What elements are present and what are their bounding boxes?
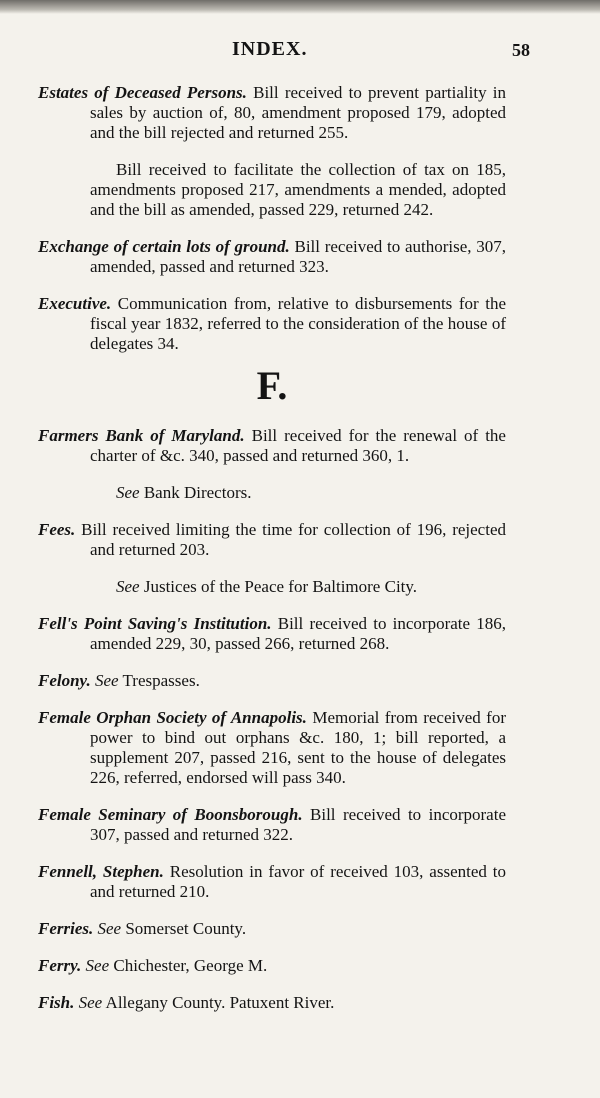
index-entry-fees xyxy=(38,520,506,560)
entry-text: Bill received to prevent partiality in sales by auction of, 80, amendment proposed 179, adopted and the bill rejected and returned 255. xyxy=(90,83,506,142)
entry-text: Bill received to incorporate 307, passed and returned 322. xyxy=(90,805,506,844)
see-also-justices xyxy=(38,577,506,597)
index-entry-female-seminary xyxy=(38,805,506,845)
entry-text: Trespasses. xyxy=(118,671,200,690)
index-entry-fish xyxy=(38,993,506,1013)
see-label: See xyxy=(78,993,103,1012)
index-entry-estates-continuation: Bill received to facilitate the collection of tax on 185, amendments proposed 217, amendments a mended, adopted and the bill as amended, passed 229, returned 242. xyxy=(90,160,506,219)
entry-term: Fish. xyxy=(38,993,75,1012)
entry-term: Estates of Deceased Persons. xyxy=(38,83,247,102)
entry-text: Communication from, relative to disbursements for the fiscal year 1832, referred to the consideration of the house of delegates 34. xyxy=(90,294,506,353)
entry-term: Female Orphan Society of Annapolis. xyxy=(38,708,307,727)
index-entry-fennell xyxy=(38,862,506,902)
entry-text: Bill received limiting the time for collection of 196, rejected and returned 203. xyxy=(75,520,506,559)
entry-text: Bill received to authorise, 307, amended, passed and returned 323. xyxy=(90,237,506,276)
entry-term: Exchange of certain lots of ground. xyxy=(38,237,290,256)
index-entry-farmers-bank xyxy=(38,426,506,466)
page-title: INDEX. xyxy=(232,38,308,60)
scan-edge-shadow xyxy=(0,0,600,14)
see-label: See xyxy=(97,919,122,938)
entry-term: Fennell, Stephen. xyxy=(38,862,164,881)
index-entry-exchange xyxy=(38,237,506,277)
entry-text: Chichester, George M. xyxy=(109,956,268,975)
entry-text: Bill received to incorporate 186, amended 229, 30, passed 266, returned 268. xyxy=(90,614,507,653)
see-label: See xyxy=(85,956,110,975)
entry-term: Fees. xyxy=(38,520,76,539)
see-label: See xyxy=(116,577,140,596)
entry-term: Felony. xyxy=(38,671,91,690)
index-entry-estates xyxy=(38,83,506,143)
index-entry-ferry xyxy=(38,956,506,976)
section-letter-f: F. xyxy=(256,363,288,408)
index-entry-fells-point xyxy=(38,614,506,654)
see-text: Bank Directors. xyxy=(139,483,252,502)
index-entry-felony xyxy=(38,671,506,691)
entry-text: Bill received for the renewal of the charter of &c. 340, passed and returned 360, 1. xyxy=(90,426,506,465)
entry-term: Executive. xyxy=(38,294,112,313)
page-header xyxy=(0,38,600,68)
entry-term: Ferry. xyxy=(38,956,82,975)
entry-term: Farmers Bank of Maryland. xyxy=(38,426,245,445)
index-entry-female-orphan-society xyxy=(38,708,506,788)
entry-term: Female Seminary of Boonsborough. xyxy=(38,805,303,824)
index-entry-executive xyxy=(38,294,506,354)
index-entry-ferries xyxy=(38,919,506,939)
entry-text: Somerset County. xyxy=(121,919,247,938)
entry-term: Ferries. xyxy=(38,919,94,938)
see-also-bank-directors xyxy=(38,483,506,503)
entry-text: Allegany County. Patuxent River. xyxy=(102,993,335,1012)
index-entries xyxy=(38,83,506,1020)
entry-term: Fell's Point Saving's Institution. xyxy=(38,614,272,633)
entry-text: Resolution in favor of received 103, assented to and returned 210. xyxy=(90,862,506,901)
page-number: 58 xyxy=(512,40,530,60)
see-label: See xyxy=(116,483,140,502)
entry-text: Memorial from received for power to bind out orphans &c. 180, 1; bill reported, a supplement 207, passed 216, sent to the house of delegates 226, referred, endorsed will pass 340. xyxy=(90,708,506,787)
see-label: See xyxy=(94,671,119,690)
see-text: Justices of the Peace for Baltimore City. xyxy=(139,577,418,596)
